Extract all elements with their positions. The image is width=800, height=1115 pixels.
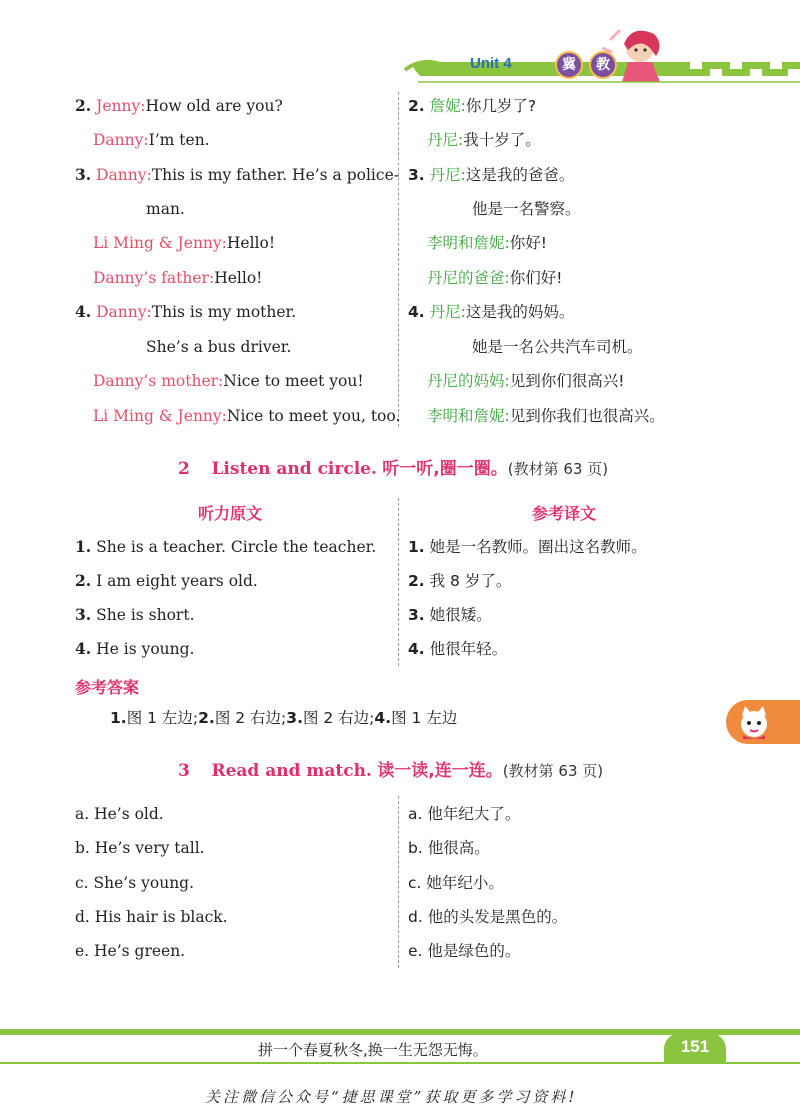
line-text: Nice to meet you! [223, 372, 364, 390]
speaker-name: 詹妮 [429, 97, 461, 115]
translation-line [408, 571, 511, 591]
section-3-divider [398, 796, 399, 968]
side-tab [726, 700, 800, 744]
answer-number: 3. [286, 709, 303, 727]
speaker-name: 丹尼的爸爸 [427, 269, 505, 287]
listening-line [75, 605, 195, 625]
line-text: Hello! [214, 269, 263, 287]
line-text: This is my mother. [151, 303, 297, 321]
listening-line [75, 571, 258, 591]
listening-line [75, 537, 376, 557]
answer-heading: 参考答案 [75, 678, 140, 697]
line-text: I’m ten. [148, 131, 210, 149]
dialogue-right-line [408, 302, 574, 322]
speaker-name: 丹尼 [429, 303, 461, 321]
page-number: 151 [680, 1037, 710, 1056]
line-text: I am eight years old. [96, 572, 258, 590]
answer-text: 图 1 左边; [126, 709, 199, 727]
speaker-sep: : [146, 303, 152, 321]
line-text: 这是我的爸爸。 [465, 166, 575, 184]
speaker-name: Danny’s mother [93, 372, 219, 390]
dialogue-right-line [427, 371, 624, 391]
handwritten-note: 关注微信公众号“捷思课堂”获取更多学习资料! [205, 1088, 578, 1106]
translation-line [408, 639, 507, 659]
line-text: 她很矮。 [429, 606, 492, 624]
footer-slogan: 拼一个春夏秋冬,换一生无怨无悔。 [258, 1041, 488, 1059]
line-text: He is young. [96, 640, 195, 658]
page-header [0, 0, 800, 90]
line-number: 4. [75, 639, 92, 658]
dialogue-left-line [75, 96, 283, 116]
speaker-name: Jenny [96, 97, 141, 115]
dialogue-right-line [472, 337, 643, 357]
speaker-name: 丹尼 [427, 131, 459, 149]
speaker-sep: : [504, 269, 510, 287]
speaker-sep: : [143, 131, 149, 149]
line-text: man. [146, 200, 185, 218]
dialogue-right-line [427, 268, 562, 288]
answer-number: 4. [374, 709, 392, 727]
dialogue-left-line [75, 165, 399, 185]
line-text: Nice to meet you, too. [226, 407, 401, 425]
line-number: 4. [75, 302, 92, 321]
match-left-item: c. She’s young. [75, 874, 195, 892]
translation-line [408, 605, 492, 625]
line-text: 我 8 岁了。 [429, 572, 512, 590]
section-title-en: Listen and circle. [211, 459, 377, 479]
match-left-item: e. He’s green. [75, 942, 186, 960]
section-title-zh: 读一读,连一连。 [377, 761, 503, 781]
page-number-tab [664, 1033, 726, 1063]
line-number: 2. [75, 96, 92, 115]
speaker-sep: : [504, 407, 510, 425]
dialogue-left-line [93, 268, 262, 288]
speaker-sep: : [208, 269, 215, 287]
match-right-item: d. 他的头发是黑色的。 [408, 908, 568, 926]
answer-text: 图 1 左边 [391, 709, 458, 727]
section-title-zh: 听一听,圈一圈。 [382, 459, 508, 479]
speaker-sep: : [218, 372, 224, 390]
section-textbook-ref: (教材第 63 页) [507, 460, 609, 478]
line-number: 4. [408, 640, 425, 658]
section-number: 2 [178, 459, 190, 479]
line-text: 见到你们很高兴! [509, 372, 625, 390]
badge-ji [555, 51, 583, 79]
unit-label: Unit 4 [470, 55, 512, 72]
match-right-item: e. 他是绿色的。 [408, 942, 521, 960]
answer-number: 2. [198, 709, 215, 727]
line-number: 1. [408, 538, 425, 556]
badge-jiao-text: 教 [596, 57, 610, 73]
match-right-item: a. 他年纪大了。 [408, 805, 521, 823]
line-number: 2. [408, 97, 425, 115]
dialogue-divider [398, 92, 399, 427]
speaker-sep: : [458, 131, 464, 149]
line-number: 4. [408, 303, 425, 321]
line-text: She is short. [96, 606, 195, 624]
line-number: 3. [408, 606, 425, 624]
answer-line [110, 708, 457, 728]
line-text: 我十岁了。 [463, 131, 541, 149]
speaker-name: Danny’s father [93, 269, 209, 287]
dialogue-right-line [427, 406, 665, 426]
speaker-name: 李明和詹妮 [427, 234, 505, 252]
dialogue-left-line [146, 199, 185, 219]
dialogue-left-line [93, 371, 364, 391]
dialogue-left-line [93, 130, 210, 150]
speaker-sep: : [504, 234, 510, 252]
speaker-name: 丹尼的妈妈 [427, 372, 505, 390]
answer-number: 1. [110, 709, 127, 727]
match-right-item: b. 他很高。 [408, 839, 490, 857]
line-number: 3. [75, 165, 92, 184]
badge-jiao [589, 51, 617, 79]
line-text: She’s a bus driver. [146, 338, 292, 356]
section-title-en: Read and match. [211, 761, 372, 781]
section-3-title [178, 756, 603, 781]
speaker-name: 丹尼 [429, 166, 461, 184]
line-text: She is a teacher. Circle the teacher. [96, 538, 377, 556]
speaker-sep: : [221, 407, 227, 425]
line-text: 她是一名公共汽车司机。 [472, 338, 643, 356]
speaker-name: Li Ming & Jenny [93, 407, 222, 425]
header-decoration [0, 0, 800, 90]
dialogue-right-line [472, 199, 581, 219]
dialogue-right-line [427, 130, 541, 150]
section-number: 3 [178, 761, 190, 781]
section-2-title [178, 454, 608, 479]
match-left-item: b. He’s very tall. [75, 839, 205, 857]
listening-line [75, 639, 194, 659]
cat-mascot-icon [734, 702, 774, 742]
badge-ji-text: 冀 [562, 57, 576, 73]
line-text: This is my father. He’s a police- [151, 166, 399, 184]
section-textbook-ref: (教材第 63 页) [502, 762, 604, 780]
match-right-item: c. 她年纪小。 [408, 874, 504, 892]
speaker-sep: : [460, 166, 466, 184]
line-text: 他很年轻。 [429, 640, 508, 658]
speaker-name: 李明和詹妮 [427, 407, 505, 425]
line-text: How old are you? [145, 97, 283, 115]
speaker-sep: : [146, 166, 152, 184]
line-number: 3. [408, 166, 425, 184]
line-number: 2. [75, 571, 92, 590]
speaker-name: Danny [93, 131, 144, 149]
speaker-name: Danny [96, 166, 147, 184]
line-text: 他是一名警察。 [472, 200, 581, 218]
speaker-sep: : [460, 303, 466, 321]
line-text: 你几岁了? [465, 97, 537, 115]
speaker-sep: : [221, 234, 227, 252]
dialogue-right-line [408, 96, 536, 116]
speaker-name: Li Ming & Jenny [93, 234, 222, 252]
dialogue-right-line [427, 233, 547, 253]
listening-script-heading: 听力原文 [198, 504, 263, 523]
line-number: 2. [408, 572, 425, 590]
dialogue-left-line [75, 302, 296, 322]
dialogue-right-line [408, 165, 574, 185]
dialogue-left-line [93, 406, 400, 426]
translation-line [408, 537, 647, 557]
speaker-sep: : [460, 97, 466, 115]
speaker-sep: : [140, 97, 146, 115]
answer-text: 图 2 右边; [302, 709, 375, 727]
line-text: 这是我的妈妈。 [465, 303, 575, 321]
line-text: 见到你我们也很高兴。 [509, 407, 665, 425]
match-left-item: a. He’s old. [75, 805, 164, 823]
section-2-divider [398, 498, 399, 666]
line-number: 3. [75, 605, 92, 624]
reference-translation-heading: 参考译文 [532, 504, 597, 523]
line-text: Hello! [226, 234, 276, 252]
speaker-name: Danny [96, 303, 147, 321]
dialogue-left-line [93, 233, 275, 253]
line-text: 她是一名教师。圈出这名教师。 [429, 538, 647, 556]
answer-text: 图 2 右边; [214, 709, 287, 727]
line-text: 你好! [509, 234, 547, 252]
dialogue-left-line [146, 337, 291, 357]
match-left-item: d. His hair is black. [75, 908, 228, 926]
line-number: 1. [75, 537, 92, 556]
speaker-sep: : [504, 372, 510, 390]
line-text: 你们好! [509, 269, 563, 287]
